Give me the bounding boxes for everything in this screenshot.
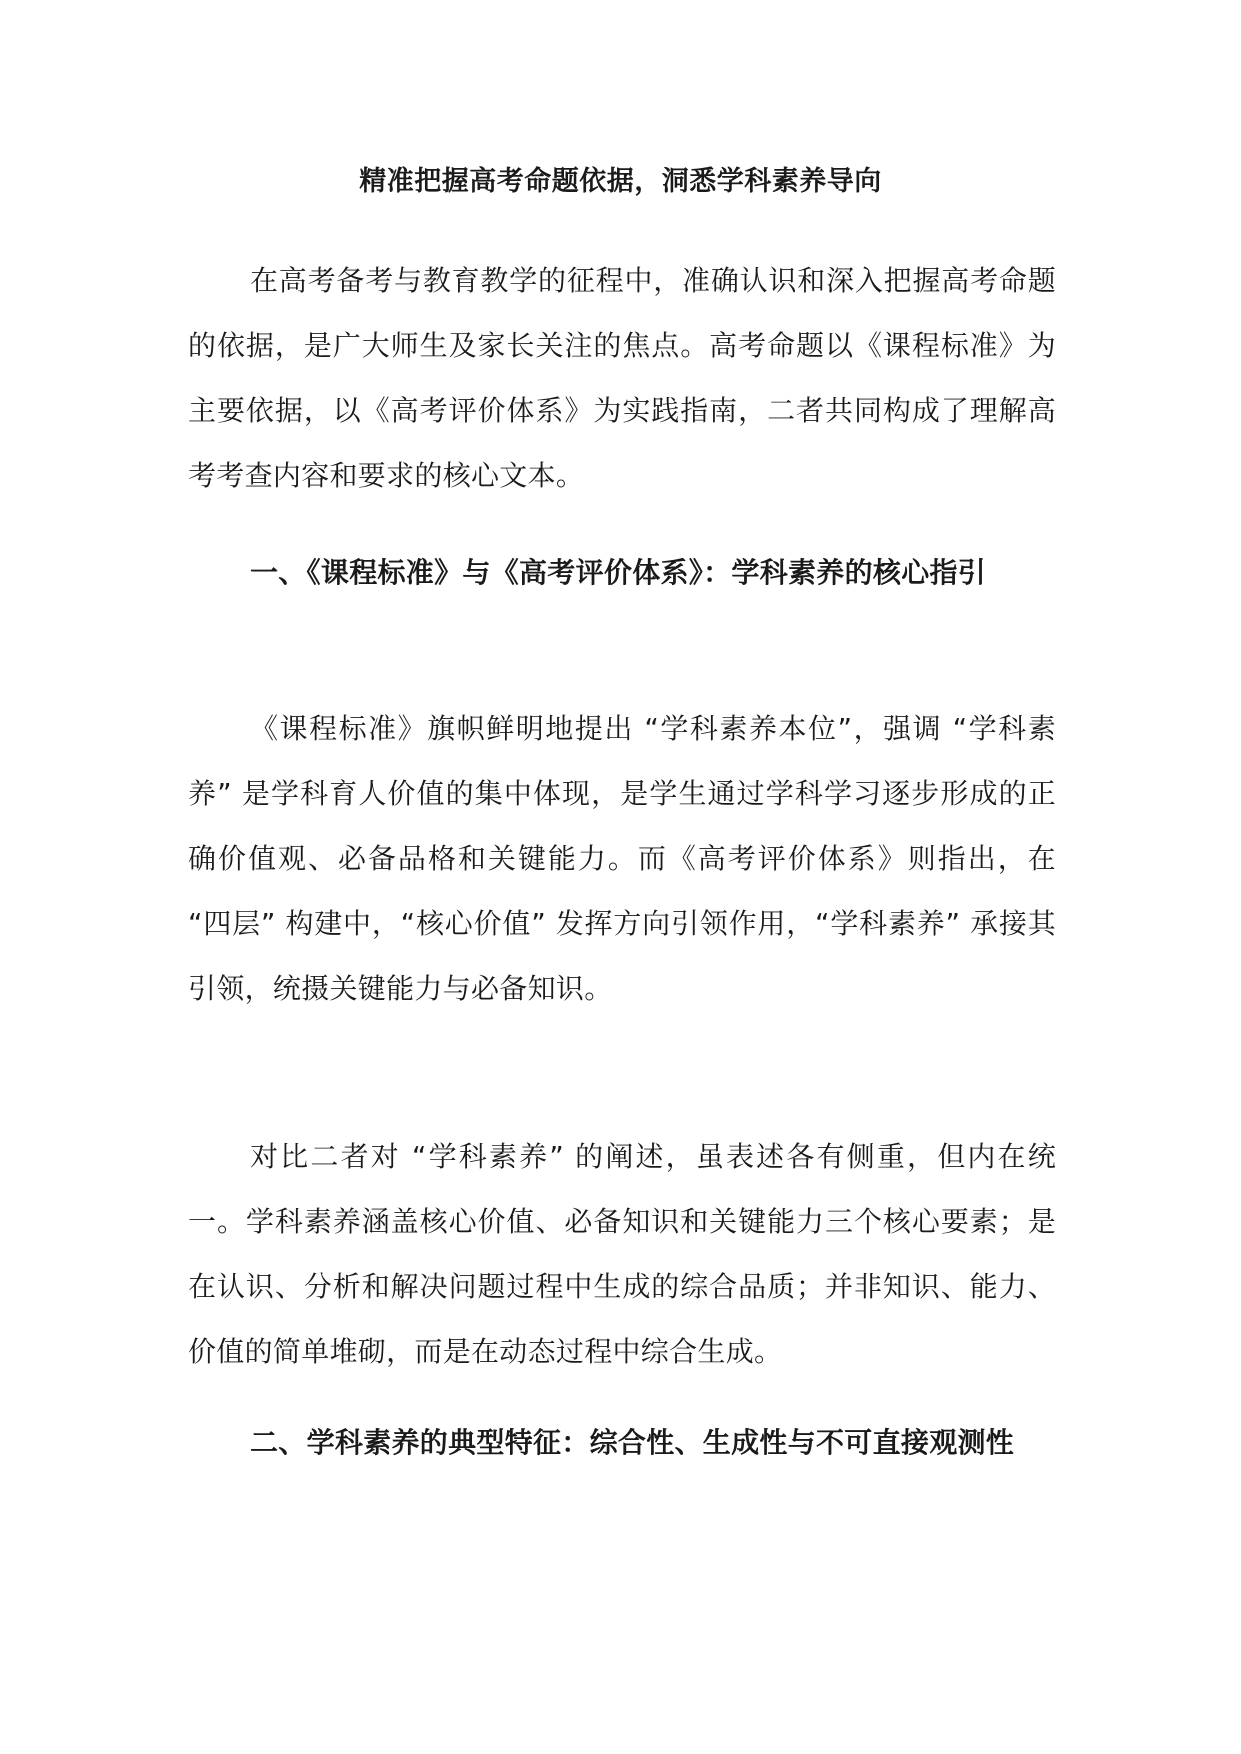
section-heading-2: 二、学科素养的典型特征：综合性、生成性与不可直接观测性: [250, 1426, 1015, 1459]
paragraph-comparison: 对比二者对 “学科素养” 的阐述，虽表述各有侧重，但内在统一。学科素养涵盖核心价值、必备知识和关键能力三个核心要素；是在认识、分析和解决问题过程中生成的综合品质；并非知识、能力、价值的简单堆砌，而是在动态过程中综合生成。: [188, 1140, 1056, 1368]
section-heading-1: 一、《课程标准》与《高考评价体系》：学科素养的核心指引: [250, 556, 987, 589]
paragraph-intro: 在高考备考与教育教学的征程中，准确认识和深入把握高考命题的依据，是广大师生及家长关注的焦点。高考命题以《课程标准》为主要依据，以《高考评价体系》为实践指南，二者共同构成了理解高考考查内容和要求的核心文本。: [188, 264, 1056, 492]
document-title: 精准把握高考命题依据，洞悉学科素养导向: [359, 166, 882, 197]
paragraph-standards: 《课程标准》旗帜鲜明地提出 “学科素养本位”，强调 “学科素养” 是学科育人价值的集中体现，是学生通过学科学习逐步形成的正确价值观、必备品格和关键能力。而《高考评价体系》则指出，在 “四层” 构建中，“核心价值” 发挥方向引领作用，“学科素养” 承接其引领，统摄关键能力与必备知识。: [188, 712, 1056, 1005]
